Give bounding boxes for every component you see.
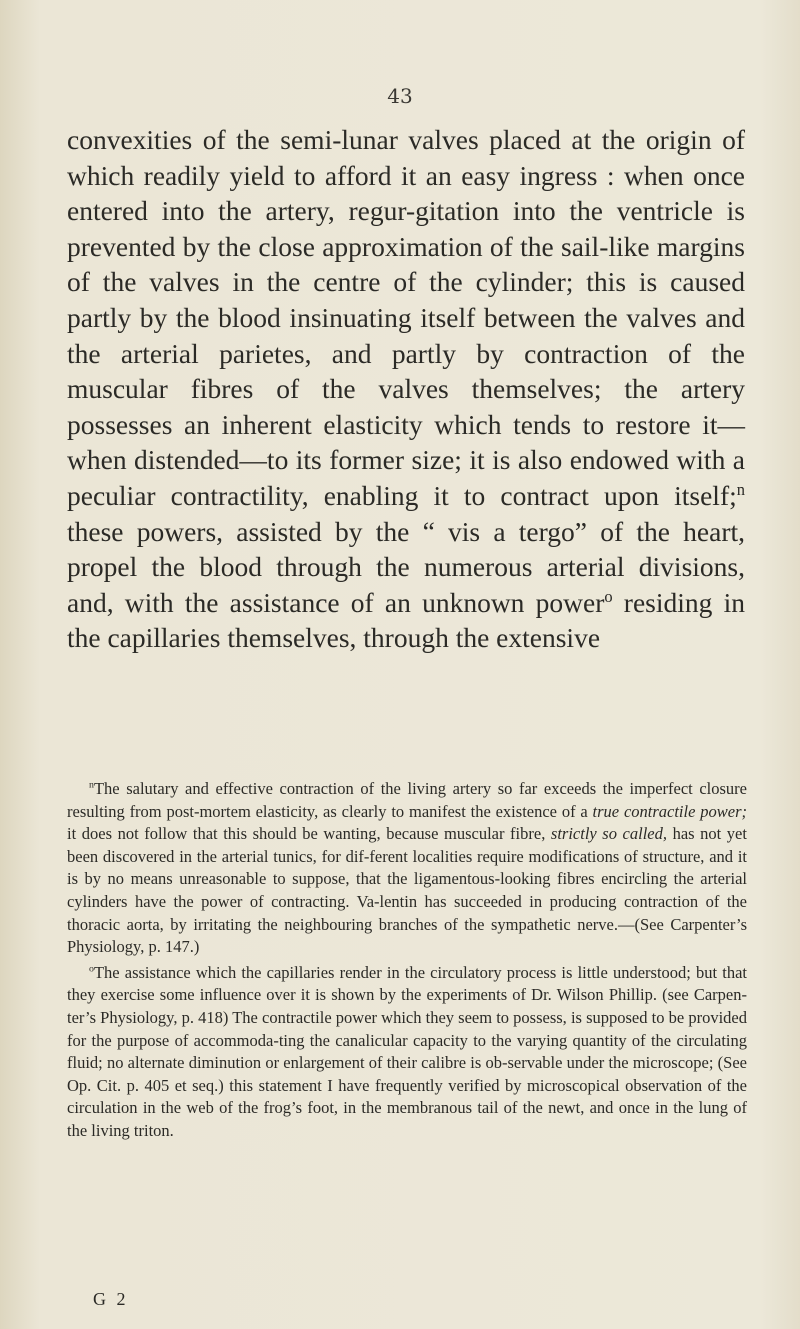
body-text-part-2: these powers, assisted by the “ vis a tergo” of the heart, propel the blood through the numerous arterial divisions, and, with the assistance of an unknown power xyxy=(67,515,745,618)
page-number: 43 xyxy=(387,84,413,108)
footnotes xyxy=(67,778,747,1143)
footnote-n-italic-2: strictly so called, xyxy=(550,824,667,844)
footnote-n-italic-1: true contractile power; xyxy=(592,801,747,821)
footnote-n xyxy=(67,778,747,959)
footnote-ref-o[interactable]: o xyxy=(604,586,613,606)
signature-mark: G 2 xyxy=(93,1289,129,1309)
footnote-n-text-1: The salutary and effective contraction of the living artery so far exceeds the imperfect closure resulting from post-mortem elasticity, as clearly to manifest the existence of a xyxy=(67,779,747,821)
footnote-n-text-2: it does not follow that this should be wanting, because muscular fibre, xyxy=(67,824,551,844)
footnote-o-text: The assistance which the capillaries render in the circulatory process is little understood; but that they exercise some influence over it is shown by the experiments of Dr. Wilson Phillip. (see Carpen-ter’s Physiology, p. 418) The contractile power which they seem to possess, is supposed to be provided for the purpose of accommoda-ting the canalicular capacity to the varying quantity of the circulating fluid; no alternate diminution or enlargement of their calibre is ob-servable under the microscope; (See Op. Cit. p. 405 et seq.) this statement I have frequently verified by microscopical observation of the circulation in the web of the frog’s foot, in the membranous tail of the newt, and once in the lung of the living triton. xyxy=(67,962,747,1140)
footnote-marker-n: n xyxy=(89,779,94,791)
body-paragraph xyxy=(67,122,745,656)
body-text-part-1: convexities of the semi-lunar valves placed at the origin of which readily yield to afford it an easy ingress : when once entered into the artery, regur-gitation into the ventricle is prevented by the close approximation of the sail-like margins of the valves in the centre of the cylinder; this is caused partly by the blood insinuating itself between the valves and the arterial parietes, and partly by contraction of the muscular fibres of the valves themselves; the artery possesses an inherent elasticity which tends to restore it—when distended—to its former size; it is also endowed with a peculiar contractility, enabling it to contract upon itself; xyxy=(67,124,745,511)
footnote-marker-o: o xyxy=(89,963,94,975)
body-text-part-3: residing in the capillaries themselves, through the extensive xyxy=(67,586,745,654)
footnote-n-text-3: has not yet been discovered in the arterial tunics, for dif-ferent localities require modifications of structure, and it is by no means unreasonable to suppose, that the ligamentous-looking fibres encircling the arterial cylinders have the power of contracting. Va-lentin has succeeded in producing contraction of the thoracic aorta, by irritating the neighbouring branches of the sympathetic nerve.—(See Carpenter’s Physiology, p. 147.) xyxy=(67,824,747,957)
footnote-o xyxy=(67,962,747,1143)
footnote-ref-n[interactable]: n xyxy=(736,479,745,499)
